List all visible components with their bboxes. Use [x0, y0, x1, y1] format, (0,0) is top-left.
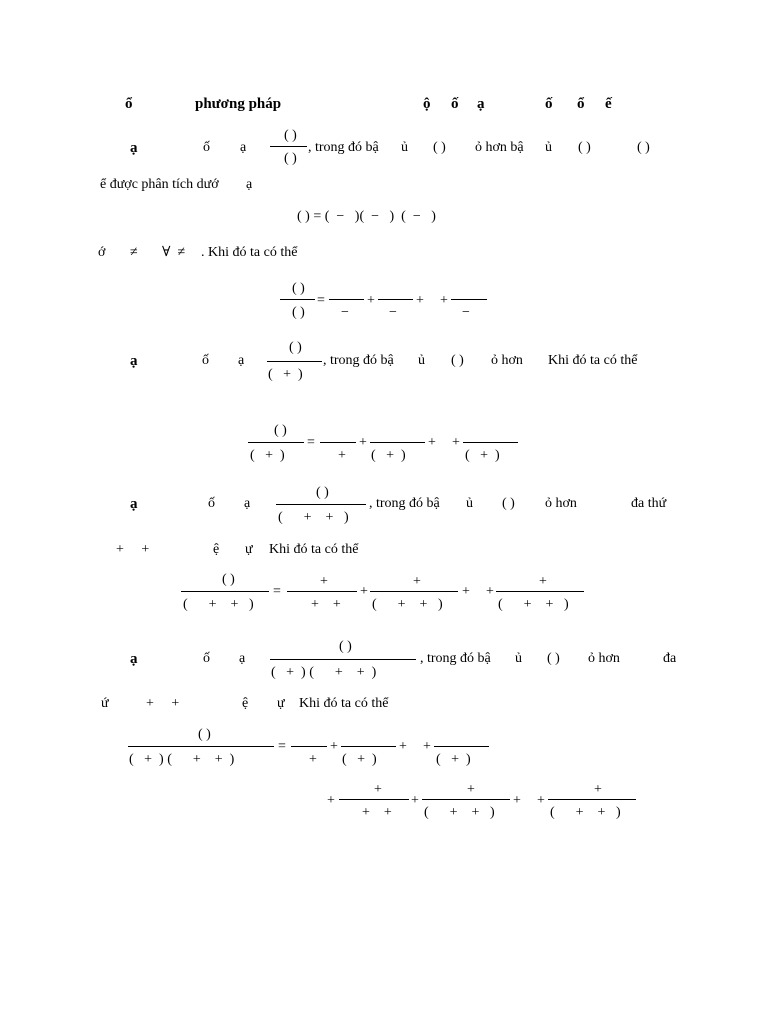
math-paren: ( ) [637, 140, 650, 155]
paragraph-text: ỏ hơn bậ [475, 140, 524, 155]
math-paren: ( ) [433, 140, 446, 155]
text-glyph: ự [277, 696, 285, 711]
math-symbol: + [320, 574, 328, 589]
math-symbol: ≠ [130, 245, 138, 260]
fraction-denominator: ( ) [292, 305, 305, 320]
math-symbol: − [389, 305, 397, 320]
fraction-bar [276, 504, 366, 505]
paragraph-text: , trong đó bậ [323, 353, 394, 368]
math-symbol: + [513, 793, 521, 808]
math-symbol: + [416, 293, 424, 308]
fraction-bar [496, 591, 584, 592]
fraction-bar [320, 442, 356, 443]
math-symbol: + [411, 793, 419, 808]
title-glyph: ố [545, 96, 553, 112]
fraction-denominator: ( + ) [268, 367, 303, 382]
math-symbol: − [341, 305, 349, 320]
math-expression: ( + ) [342, 752, 377, 767]
math-expression: ( + ) [436, 752, 471, 767]
fraction-bar [370, 591, 458, 592]
math-expression: ( + + ) [550, 805, 621, 820]
fraction-numerator: ( ) [274, 423, 287, 438]
math-symbol: + [309, 752, 317, 767]
text-glyph: ứ [101, 696, 109, 711]
fraction-bar [270, 146, 307, 147]
fraction-bar [280, 299, 315, 300]
equals-sign: = [317, 293, 325, 308]
fraction-numerator: ( ) [222, 572, 235, 587]
paragraph-text: ỏ hơn [588, 651, 620, 666]
text-glyph: ạ [239, 651, 246, 666]
paragraph-text: ỏ hơn [545, 496, 577, 511]
fraction-bar [463, 442, 518, 443]
paragraph-text: ể được phân tích dướ [100, 177, 219, 192]
fraction-denominator: ( + ) ( + + ) [129, 752, 235, 767]
equals-sign: = [273, 584, 281, 599]
text-glyph: ạ [240, 140, 247, 155]
math-symbol: + [360, 584, 368, 599]
math-symbol: + [594, 782, 602, 797]
paragraph-text: , trong đó bậ [308, 140, 379, 155]
fraction-denominator: ( ) [284, 151, 297, 166]
fraction-bar [181, 591, 269, 592]
math-expression: + + [311, 597, 341, 612]
fraction-bar [270, 659, 416, 660]
title-glyph: ế [605, 96, 612, 112]
paragraph-text: đa [663, 651, 677, 666]
fraction-bar [267, 361, 322, 362]
text-glyph: ủ [466, 496, 473, 511]
math-symbol: + [539, 574, 547, 589]
fraction-numerator: ( ) [289, 340, 302, 355]
math-expression: ( + + ) [498, 597, 569, 612]
text-glyph: ự [245, 542, 253, 557]
text-glyph: ố [208, 496, 215, 511]
fraction-bar [341, 746, 396, 747]
title-glyph: ổ [577, 96, 585, 112]
math-symbol: + [359, 435, 367, 450]
math-symbol: + [374, 782, 382, 797]
fraction-denominator: ( + + ) [183, 597, 254, 612]
math-symbol: + [467, 782, 475, 797]
text-glyph: ố [202, 353, 209, 368]
fraction-bar [291, 746, 327, 747]
math-expression: ( + ) [371, 448, 406, 463]
text-glyph: ố [203, 651, 210, 666]
text-glyph: ớ [98, 245, 106, 260]
case-label-glyph: ạ [130, 496, 138, 512]
math-expression: + + [146, 696, 180, 711]
math-symbol: + [440, 293, 448, 308]
math-symbol: + [428, 435, 436, 450]
fraction-numerator: ( ) [198, 727, 211, 742]
math-symbol: + [452, 435, 460, 450]
paragraph-text: Khi đó ta có thể [548, 353, 638, 368]
fraction-bar [548, 799, 636, 800]
fraction-bar [370, 442, 425, 443]
fraction-bar [128, 746, 274, 747]
text-glyph: ủ [418, 353, 425, 368]
equals-sign: = [307, 435, 315, 450]
text-glyph: ủ [401, 140, 408, 155]
math-symbol: + [330, 739, 338, 754]
fraction-numerator: ( ) [284, 128, 297, 143]
math-symbol: ∀ ≠ [162, 245, 186, 260]
fraction-bar [339, 799, 409, 800]
math-symbol: + [338, 448, 346, 463]
fraction-bar [422, 799, 510, 800]
fraction-bar [434, 746, 489, 747]
fraction-denominator: ( + ) ( + + ) [271, 665, 377, 680]
fraction-bar [287, 591, 357, 592]
fraction-bar [329, 299, 364, 300]
paragraph-text: Khi đó ta có thể [269, 542, 359, 557]
fraction-bar [451, 299, 487, 300]
math-symbol: + [413, 574, 421, 589]
fraction-bar [248, 442, 304, 443]
text-glyph: ạ [246, 177, 253, 192]
fraction-numerator: ( ) [316, 485, 329, 500]
title-glyph: ạ [477, 96, 485, 112]
paragraph-text: đa thứ [631, 496, 667, 511]
case-label-glyph: ạ [130, 651, 138, 667]
math-paren: ( ) [547, 651, 560, 666]
math-paren: ( ) [451, 353, 464, 368]
paragraph-text: , trong đó bậ [420, 651, 491, 666]
fraction-numerator: ( ) [292, 281, 305, 296]
math-expression: + + [116, 542, 150, 557]
text-glyph: ạ [238, 353, 245, 368]
paragraph-text: . Khi đó ta có thể [201, 245, 298, 260]
math-symbol: + [462, 584, 470, 599]
math-expression: + + [362, 805, 392, 820]
title-glyph: ố [451, 96, 459, 112]
math-symbol: + [399, 739, 407, 754]
case-label-glyph: ạ [130, 140, 138, 156]
fraction-denominator: ( + + ) [278, 510, 349, 525]
case-label-glyph: ạ [130, 353, 138, 369]
math-symbol: + [537, 793, 545, 808]
fraction-bar [378, 299, 413, 300]
text-glyph: ệ [242, 696, 249, 711]
paragraph-text: , trong đó bậ [369, 496, 440, 511]
text-glyph: ố [203, 140, 210, 155]
text-glyph: ạ [244, 496, 251, 511]
fraction-numerator: ( ) [339, 639, 352, 654]
paragraph-text: Khi đó ta có thể [299, 696, 389, 711]
factorization-equation: ( ) = ( − )( − ) ( − ) [297, 209, 436, 224]
text-glyph: ủ [515, 651, 522, 666]
text-glyph: ủ [545, 140, 552, 155]
math-symbol: + [327, 793, 335, 808]
title-glyph: ộ [423, 96, 431, 112]
fraction-denominator: ( + ) [250, 448, 285, 463]
math-paren: ( ) [578, 140, 591, 155]
math-symbol: − [462, 305, 470, 320]
math-symbol: + [423, 739, 431, 754]
equals-sign: = [278, 739, 286, 754]
title-text: phương pháp [195, 96, 282, 112]
math-symbol: + [486, 584, 494, 599]
math-expression: ( + ) [465, 448, 500, 463]
math-expression: ( + + ) [372, 597, 443, 612]
math-expression: ( + + ) [424, 805, 495, 820]
paragraph-text: ỏ hơn [491, 353, 523, 368]
title-glyph: ổ [125, 96, 133, 112]
math-symbol: + [367, 293, 375, 308]
text-glyph: ệ [213, 542, 220, 557]
math-paren: ( ) [502, 496, 515, 511]
